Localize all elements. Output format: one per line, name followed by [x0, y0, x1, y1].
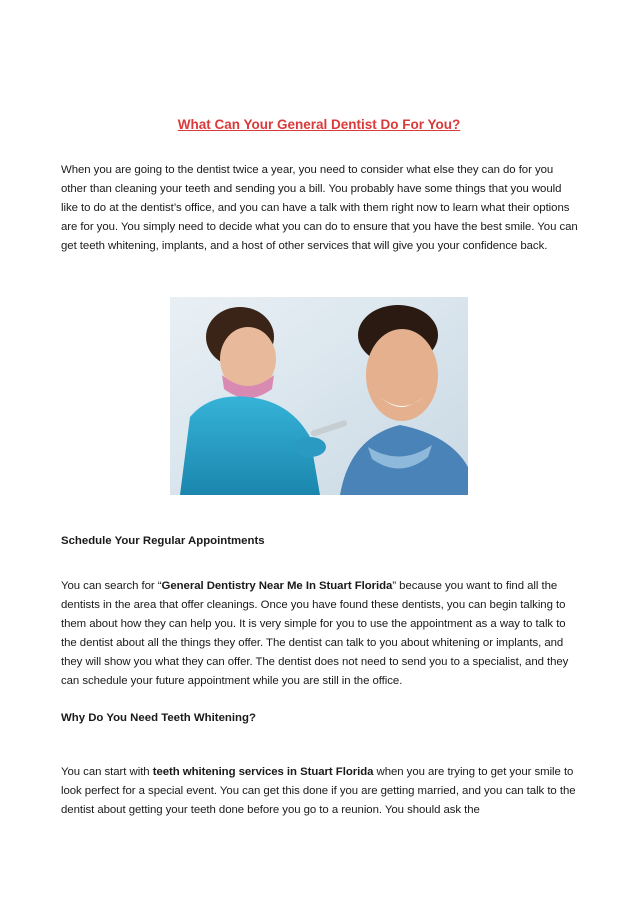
appointments-paragraph: You can search for “General Dentistry Near Me In Stuart Florida” because you want to find all the dentists in the area that offer cleanings. Once you have found these dentists, you can begin talking to them about how they can help you. It is very simple for you to use the appointment as a way to talk to the dentist about all the things they offer. The dentist can talk to you about whitening or implants, and they will show you what they can offer. The dentist does not need to send you to a specialist, and they can schedule your future appointment while you are still in the office. — [61, 580, 569, 687]
section-heading-appointments: Schedule Your Regular Appointments — [61, 535, 265, 547]
section-heading-whitening: Why Do You Need Teeth Whitening? — [61, 712, 256, 724]
dentist-patient-photo — [170, 297, 468, 495]
whitening-paragraph: You can start with teeth whitening services in Stuart Florida when you are trying to get your smile to look perfect for a special event. You can get this done if you are getting married, and you can talk to the dentist about getting your teeth done before you go to a reunion. You should ask the — [61, 766, 576, 816]
intro-paragraph: When you are going to the dentist twice a year, you need to consider what else they can do for you other than cleaning your teeth and sending you a bill. You probably have some things that you would like to do at the dentist’s office, and you can have a talk with them right now to learn what their options are for you. You simply need to decide what you can do to ensure that you have the best smile. You can get teeth whitening, implants, and a host of other services that will give you your confidence back. — [61, 164, 578, 252]
page-title: What Can Your General Dentist Do For You? — [177, 117, 461, 132]
keyword-general-dentistry: General Dentistry Near Me In Stuart Florida — [161, 580, 393, 592]
keyword-teeth-whitening: teeth whitening services in Stuart Florida — [152, 766, 374, 778]
